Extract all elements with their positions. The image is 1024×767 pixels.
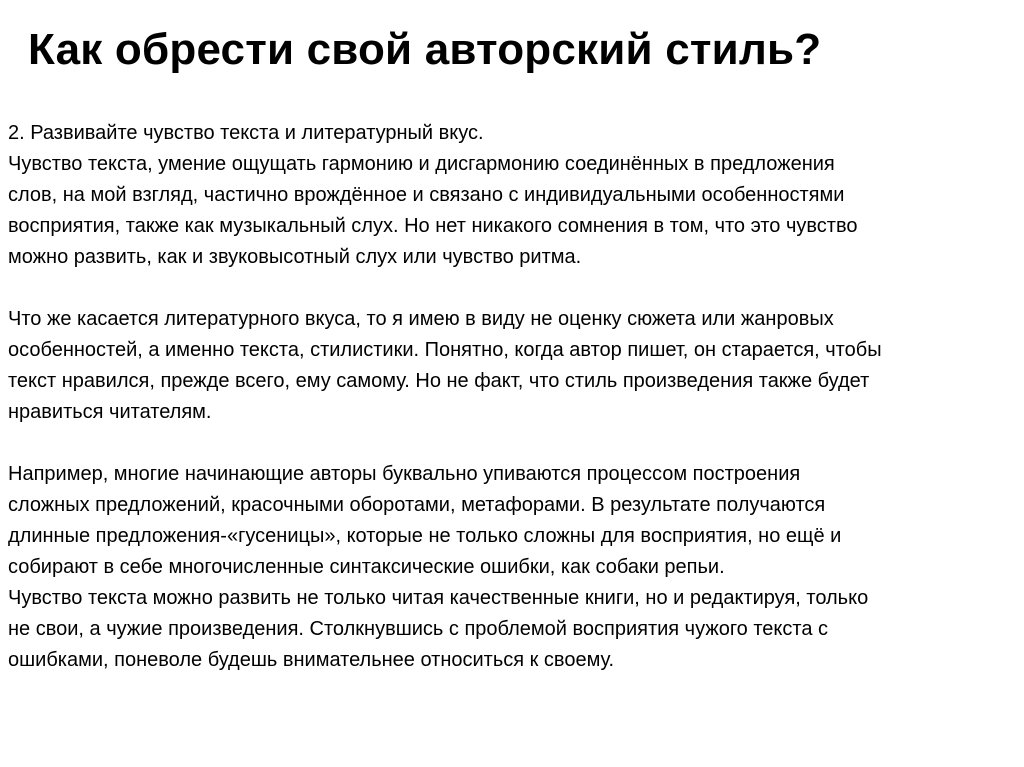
text-line: Чувство текста можно развить не только читая качественные книги, но и редактируя, только bbox=[8, 587, 869, 609]
paragraph-2 bbox=[8, 304, 1024, 428]
text-line: особенностей, а именно текста, стилистики. Понятно, когда автор пишет, он старается, чтобы bbox=[8, 339, 882, 361]
paragraph-1 bbox=[8, 118, 1024, 273]
paragraph-gap bbox=[8, 273, 1024, 304]
text-line: длинные предложения-«гусеницы», которые не только сложны для восприятия, но ещё и bbox=[8, 525, 842, 547]
text-line: собирают в себе многочисленные синтаксические ошибки, как собаки репьи. bbox=[8, 556, 725, 578]
text-line: сложных предложений, красочными оборотами, метафорами. В результате получаются bbox=[8, 494, 826, 516]
slide-title: Как обрести свой авторский стиль? bbox=[28, 25, 822, 74]
slide-body bbox=[8, 118, 1024, 676]
text-line: слов, на мой взгляд, частично врождённое и связано с индивидуальными особенностями bbox=[8, 184, 845, 206]
text-line: можно развить, как и звуковысотный слух или чувство ритма. bbox=[8, 246, 582, 268]
text-line: текст нравился, прежде всего, ему самому. Но не факт, что стиль произведения также будет bbox=[8, 370, 870, 392]
text-line: ошибками, поневоле будешь внимательнее относиться к своему. bbox=[8, 649, 615, 671]
text-line: нравиться читателям. bbox=[8, 401, 212, 423]
paragraph-gap bbox=[8, 428, 1024, 459]
text-line: восприятия, также как музыкальный слух. Но нет никакого сомнения в том, что это чувство bbox=[8, 215, 858, 237]
text-line: не свои, а чужие произведения. Столкнувшись с проблемой восприятия чужого текста с bbox=[8, 618, 828, 640]
paragraph-3 bbox=[8, 459, 1024, 676]
text-line: Чувство текста, умение ощущать гармонию и дисгармонию соединённых в предложения bbox=[8, 153, 835, 175]
text-line: Что же касается литературного вкуса, то я имею в виду не оценку сюжета или жанровых bbox=[8, 308, 834, 330]
text-line: 2. Развивайте чувство текста и литературный вкус. bbox=[8, 122, 484, 144]
text-line: Например, многие начинающие авторы буквально упиваются процессом построения bbox=[8, 463, 801, 485]
